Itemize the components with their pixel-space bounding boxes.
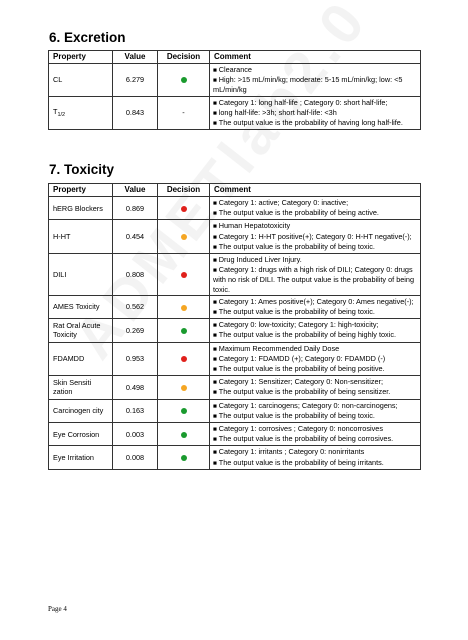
decision-cell <box>158 342 210 376</box>
property-name: Eye Corrosion <box>53 429 100 439</box>
decision-cell <box>158 295 210 318</box>
table-row <box>49 295 421 318</box>
property-name: Skin Sensiti zation <box>53 378 92 397</box>
value-cell: 0.454 <box>113 220 158 254</box>
value-cell: 0.808 <box>113 254 158 296</box>
property-cell <box>49 376 113 399</box>
property-cell <box>49 197 113 220</box>
comment-cell <box>210 96 421 130</box>
toxicity-table <box>48 183 421 470</box>
comment-line: ■ The output value is the probability of being sensitizer. <box>213 387 417 397</box>
col-header-property: Property <box>49 184 113 197</box>
property-cell <box>49 295 113 318</box>
comment-line: ■ Category 1: H-HT positive(+); Category 0: H-HT negative(-); <box>213 232 417 242</box>
property-name: AMES Toxicity <box>53 302 100 312</box>
comment-cell <box>210 423 421 446</box>
comment-line: ■ Maximum Recommended Daily Dose <box>213 344 417 354</box>
excretion-header-row <box>49 51 421 64</box>
col-header-decision: Decision <box>158 184 210 197</box>
comment-line: ■ Category 1: carcinogens; Category 0: non-carcinogens; <box>213 401 417 411</box>
toxicity-header-row <box>49 184 421 197</box>
comment-line: ■ Category 1: Ames positive(+); Category 0: Ames negative(-); <box>213 297 417 307</box>
property-subscript: 1/2 <box>57 112 66 119</box>
page-number: Page 4 <box>48 605 67 613</box>
red-dot-icon <box>181 272 187 278</box>
comment-line: ■ High: >15 mL/min/kg; moderate: 5-15 mL/min/kg; low: <5 mL/min/kg <box>213 75 417 94</box>
green-dot-icon <box>181 432 187 438</box>
comment-cell <box>210 376 421 399</box>
table-row <box>49 220 421 254</box>
comment-line: ■ Category 1: Sensitizer; Category 0: Non-sensitizer; <box>213 377 417 387</box>
table-row <box>49 319 421 342</box>
red-dot-icon <box>181 356 187 362</box>
comment-line: ■ The output value is the probability of being toxic. <box>213 411 417 421</box>
value-cell: 0.869 <box>113 197 158 220</box>
value-cell: 0.003 <box>113 423 158 446</box>
comment-line: ■ The output value is the probability of being toxic. <box>213 242 417 252</box>
table-row <box>49 254 421 296</box>
comment-line: ■ The output value is the probability of being corrosives. <box>213 434 417 444</box>
table-row <box>49 197 421 220</box>
property-cell <box>49 220 113 254</box>
decision-text: - <box>182 108 185 118</box>
decision-cell <box>158 376 210 399</box>
comment-cell <box>210 254 421 296</box>
col-header-value: Value <box>113 51 158 64</box>
comment-line: ■ The output value is the probability of being positive. <box>213 364 417 374</box>
comment-line: ■ The output value is the probability of being irritants. <box>213 458 417 468</box>
value-cell: 0.163 <box>113 399 158 422</box>
property-cell <box>49 342 113 376</box>
comment-line: ■ Human Hepatotoxicity <box>213 221 417 231</box>
toxicity-heading: 7. Toxicity <box>49 162 115 177</box>
green-dot-icon <box>181 77 187 83</box>
comment-line: ■ long half-life: >3h; short half-life: <3h <box>213 108 417 118</box>
decision-cell <box>158 319 210 342</box>
property-name: Carcinogen city <box>53 406 104 416</box>
orange-dot-icon <box>181 305 187 311</box>
comment-cell <box>210 446 421 469</box>
property-name: FDAMDD <box>53 354 85 364</box>
decision-cell <box>158 423 210 446</box>
comment-line: ■ Category 0: low-toxicity; Category 1: high-toxicity; <box>213 320 417 330</box>
value-cell: 0.843 <box>113 96 158 130</box>
comment-line: ■ The output value is the probability of being active. <box>213 208 417 218</box>
property-name: CL <box>53 75 63 85</box>
value-cell: 0.562 <box>113 295 158 318</box>
decision-cell <box>158 96 210 130</box>
comment-cell <box>210 399 421 422</box>
comment-line: ■ The output value is the probability of being toxic. <box>213 307 417 317</box>
property-name: Rat Oral Acute Toxicity <box>53 321 101 340</box>
orange-dot-icon <box>181 234 187 240</box>
table-row <box>49 399 421 422</box>
excretion-table <box>48 50 421 130</box>
decision-cell <box>158 446 210 469</box>
comment-line: ■ Clearance <box>213 65 417 75</box>
property-cell <box>49 399 113 422</box>
comment-cell <box>210 295 421 318</box>
decision-cell <box>158 399 210 422</box>
value-cell: 0.008 <box>113 446 158 469</box>
comment-cell <box>210 220 421 254</box>
table-row <box>49 342 421 376</box>
property-cell <box>49 319 113 342</box>
table-row <box>49 96 421 130</box>
property-cell <box>49 64 113 97</box>
property-cell <box>49 96 113 130</box>
comment-line: ■ Drug Induced Liver Injury. <box>213 255 417 265</box>
value-cell: 0.498 <box>113 376 158 399</box>
table-row <box>49 423 421 446</box>
property-name: H-HT <box>53 232 71 242</box>
col-header-comment: Comment <box>210 51 421 64</box>
decision-cell <box>158 220 210 254</box>
comment-line: ■ Category 1: drugs with a high risk of DILI; Category 0: drugs with no risk of DILI. The output value is the probability of being toxic. <box>213 265 417 294</box>
col-header-comment: Comment <box>210 184 421 197</box>
comment-cell <box>210 197 421 220</box>
comment-cell <box>210 64 421 97</box>
value-cell: 0.269 <box>113 319 158 342</box>
table-row <box>49 446 421 469</box>
decision-cell <box>158 197 210 220</box>
comment-line: ■ Category 1: irritants ; Category 0: nonirritants <box>213 447 417 457</box>
property-cell <box>49 254 113 296</box>
property-name: hERG Blockers <box>53 203 103 213</box>
decision-cell <box>158 64 210 97</box>
comment-line: ■ The output value is the probability of having long half-life. <box>213 118 417 128</box>
col-header-value: Value <box>113 184 158 197</box>
property-cell <box>49 446 113 469</box>
value-cell: 0.953 <box>113 342 158 376</box>
property-name: DILI <box>53 269 67 279</box>
table-row <box>49 376 421 399</box>
comment-line: ■ Category 1: FDAMDD (+); Category 0: FDAMDD (-) <box>213 354 417 364</box>
orange-dot-icon <box>181 385 187 391</box>
col-header-property: Property <box>49 51 113 64</box>
green-dot-icon <box>181 455 187 461</box>
green-dot-icon <box>181 328 187 334</box>
property-name: Eye Irritation <box>53 453 94 463</box>
comment-cell <box>210 319 421 342</box>
comment-line: ■ The output value is the probability of being highly toxic. <box>213 330 417 340</box>
col-header-decision: Decision <box>158 51 210 64</box>
excretion-heading: 6. Excretion <box>49 30 126 45</box>
property-name: T <box>53 107 58 117</box>
green-dot-icon <box>181 408 187 414</box>
property-cell <box>49 423 113 446</box>
comment-line: ■ Category 1: corrosives ; Category 0: noncorrosives <box>213 424 417 434</box>
decision-cell <box>158 254 210 296</box>
red-dot-icon <box>181 206 187 212</box>
comment-line: ■ Category 1: active; Category 0: inactive; <box>213 198 417 208</box>
value-cell: 6.279 <box>113 64 158 97</box>
table-row <box>49 64 421 97</box>
comment-cell <box>210 342 421 376</box>
comment-line: ■ Category 1: long half-life ; Category 0: short half-life; <box>213 98 417 108</box>
